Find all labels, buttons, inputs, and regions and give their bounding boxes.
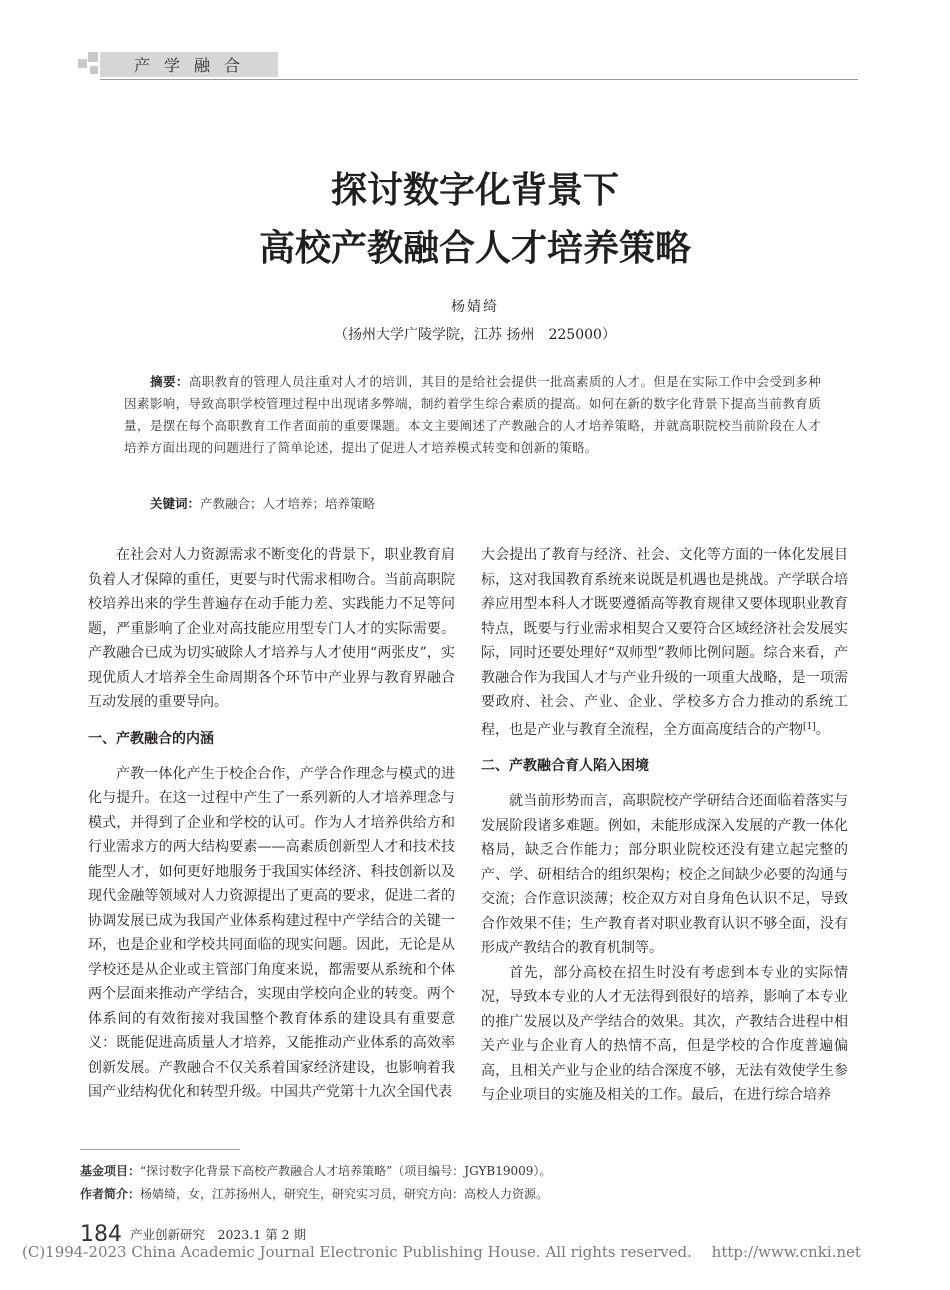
footnote-rule <box>80 1149 240 1150</box>
continued-paragraph <box>481 543 848 742</box>
affiliation: （扬州大学广陵学院，江苏 扬州 225000） <box>334 327 616 343</box>
section-label: 产学融合 <box>134 56 255 75</box>
keywords-text: 产教融合；人才培养；培养策略 <box>200 496 376 511</box>
heading-section-2: 二、产教融合育人陷入困境 <box>481 758 649 774</box>
title-line-2: 高校产教融合人才培养策略 <box>258 228 691 269</box>
bio-text: 杨婧绮，女，江苏扬州人，研究生，研究实习员，研究方向：高校人力资源。 <box>140 1187 549 1201</box>
journal-info: 产业创新研究 2023.1 第 2 期 <box>130 1227 307 1242</box>
section-1-paragraph: 产教一体化产生于校企合作，产学合作理念与模式的进化与提升。在这一过程中产生了一系列新的人才培养理念与模式，并得到了企业和学校的认可。作为人才培养供给方和行业需求方的两大结构要素——高素质创新型人才和技术技能型人才，如何更好地服务于我国实体经济、科技创新以及现代金融等领域对人力资源提出了更高的要求，促进二者的协调发展已成为我国产业体系构建过程中产学结合的关键一环，也是企业和学校共同面临的现实问题。因此，无论是从学校还是从企业或主管部门角度来说，都需要从系统和个体两个层面来推动产学结合，实现由学校向企业的转变。两个体系间的有效衔接对我国整个教育体系的建设具有重要意义：既能促进高质量人才培养，又能推动产业体系的高效率创新发展。产教融合不仅关系着国家经济建设，也影响着我国产业结构优化和转型升级。中国共产党第十九次全国代表 <box>88 765 455 1100</box>
bio-footnote <box>80 1185 548 1202</box>
fund-label: 基金项目： <box>80 1164 141 1178</box>
fund-footnote <box>80 1162 551 1179</box>
keywords <box>150 494 375 512</box>
keywords-label: 关键词： <box>150 496 201 511</box>
copyright-line: (C)1994-2023 China Academic Journal Electronic Publishing House. All rights reserved. http://www.cnki.net <box>22 1243 861 1261</box>
title-line-1: 探讨数字化背景下 <box>330 170 619 211</box>
abstract-label: 摘要： <box>150 374 189 389</box>
fund-text: “探讨数字化背景下高校产教融合人才培养策略”（项目编号：JGYB19009）。 <box>140 1164 552 1178</box>
heading-section-1: 一、产教融合的内涵 <box>88 730 214 747</box>
left-column <box>88 543 455 1105</box>
right-column <box>481 543 848 1108</box>
section-2-paragraph-2: 首先，部分高校在招生时没有考虑到本专业的实际情况，导致本专业的人才无法得到很好的培养，影响了本专业的推广发展以及产学结合的效果。其次，产教结合进程中相关产业与企业育人的热情不高，但是学校的合作度普遍偏高，且相关产业与企业的结合深度不够，无法有效使学生参与企业项目的实施及相关的工作。最后，在进行综合培养 <box>481 964 848 1103</box>
citation-ref: [1] <box>803 721 816 732</box>
bio-label: 作者简介： <box>80 1187 141 1201</box>
abstract <box>124 371 821 459</box>
continued-text: 大会提出了教育与经济、社会、文化等方面的一体化发展目标，这对我国教育系统来说既是机遇也是挑战。产学联合培养应用型本科人才既要遵循高等教育规律又要体现职业教育特点，既要与行业需求相契合又要符合区域经济社会发展实际，同时还要处理好“双师型”教师比例问题。综合来看，产教融合作为我国人才与产业升级的一项重大战略，是一项需要政府、社会、产业、企业、学校多方合力推动的系统工程，也是产业与教育全流程，全方面高度结合的产物 <box>481 547 848 738</box>
header-rule <box>100 79 858 80</box>
author: 杨婧绮 <box>451 299 499 315</box>
intro-paragraph: 在社会对人力资源需求不断变化的背景下，职业教育肩负着人才保障的重任，更要与时代需求相吻合。当前高职院校培养出来的学生普遍存在动手能力差、实践能力不足等问题，严重影响了企业对高技能应用型专门人才的实际需要。产教融合已成为切实破除人才培养与人才使用“两张皮”，实现优质人才培养全生命周期各个环节中产业界与教育界融合互动发展的重要导向。 <box>88 547 455 710</box>
continued-end: 。 <box>815 721 830 738</box>
abstract-text: 高职教育的管理人员注重对人才的培训，其目的是给社会提供一批高素质的人才。但是在实际工作中会受到多种因素影响，导致高职学校管理过程中出现诸多弊端，制约着学生综合素质的提高。如何在新的数字化背景下提高当前教育质量，是摆在每个高职教育工作者面前的重要课题。本文主要阐述了产教融合的人才培养策略，并就高职院校当前阶段在人才培养方面出现的问题进行了简单论述，提出了促进人才培养模式转变和创新的策略。 <box>124 374 822 455</box>
page-number: 184 <box>80 1222 122 1247</box>
section-2-paragraph-1: 就当前形势而言，高职院校产学研结合还面临着落实与发展阶段诸多难题。例如，未能形成深入发展的产教一体化格局，缺乏合作能力；部分职业院校还没有建立起完整的产、学、研相结合的组织架构；校企之间缺少必要的沟通与交流；合作意识淡薄；校企双方对自身角色认识不足，导致合作效果不佳；生产教育者对职业教育认识不够全面，没有形成产教结合的教育机制等。 <box>481 793 848 956</box>
